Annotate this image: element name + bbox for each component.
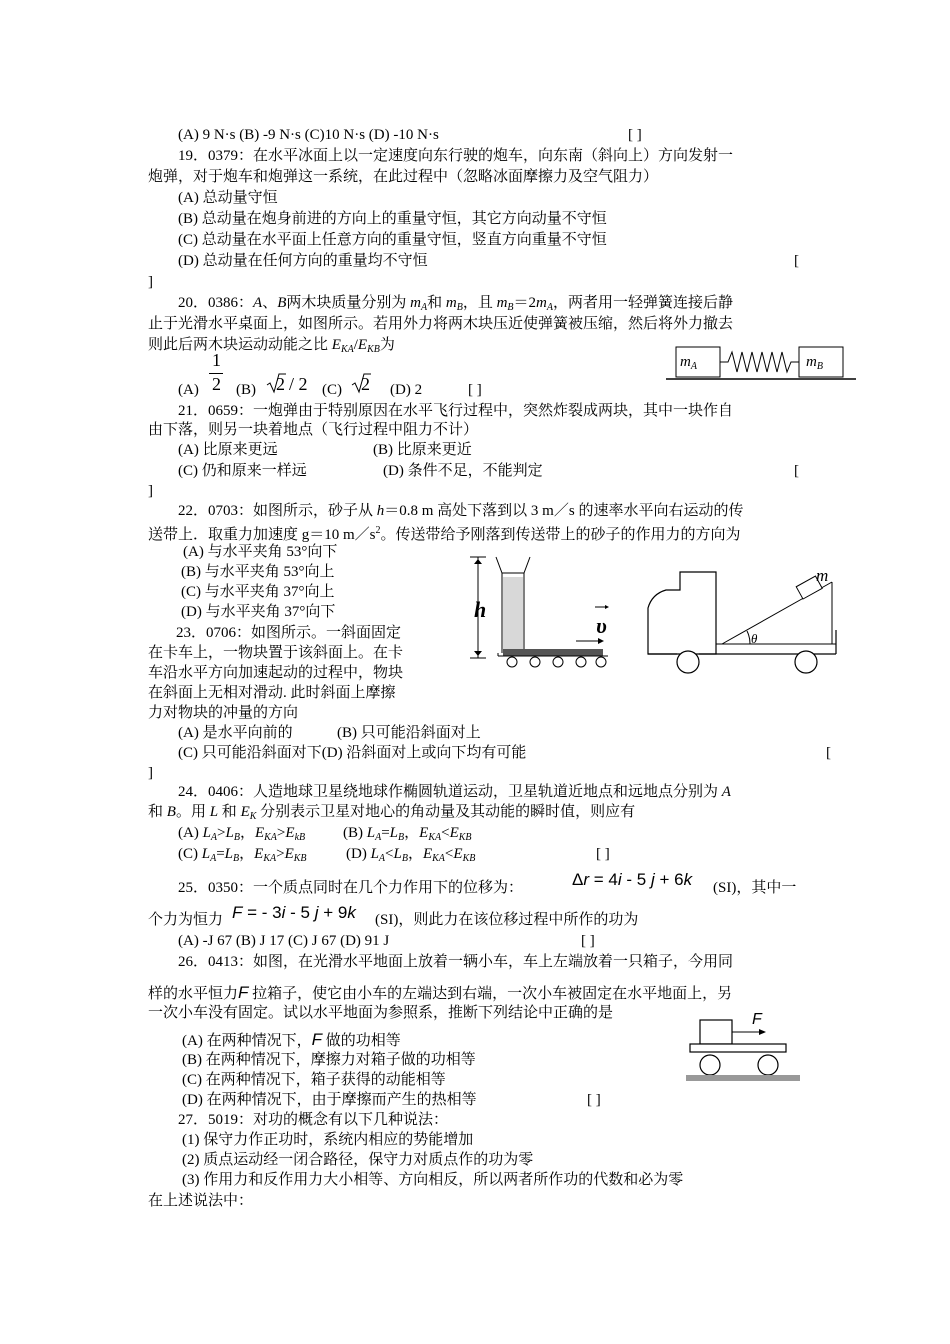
height-label: h (474, 597, 487, 622)
q24-option-b: (B) $L_A=L_B$，$E_{KA}<E_{KB}$ (343, 825, 472, 843)
cart-box-figure (684, 1012, 804, 1094)
q24-stem-2: 和 B。用 L 和 $E_K$ 分别表示卫星对地心的角动量及其动能的瞬时值，则应有 (148, 804, 636, 822)
q21-stem-1: 21．0659：一炮弹由于特别原因在水平飞行过程中，突然炸裂成两块，其中一块作自 (178, 403, 734, 419)
q25-bracket: [ ] (581, 933, 595, 949)
q27-stem: 27．5019：对功的概念有以下几种说法： (178, 1112, 449, 1128)
force-f-label: F (752, 1011, 762, 1028)
q23-stem-1: 23．0706：如图所示。一斜面固定 (176, 625, 402, 641)
q22-stem-1: 22．0703：如图所示，砂子从 h＝0.8 m 高处下落到以 3 m／s 的速率水平向右运动的传 (178, 503, 744, 519)
q21-stem-2: 由下落，则另一块着地点（飞行过程中阻力不计） (148, 422, 479, 438)
q23-bracket-open: [ (826, 745, 831, 761)
q25-stem-1-tail: (SI)，其中一 (713, 880, 797, 896)
q20-stem-2: 止于光滑水平桌面上，如图所示。若用外力将两木块压近使弹簧被压缩，然后将外力撤去 (148, 316, 734, 332)
q27-statement-1: (1) 保守力作正功时，系统内相应的势能增加 (182, 1132, 474, 1148)
q26-stem-1: 26．0413：如图，在光滑水平地面上放着一辆小车，车上左端放着一只箱子，今用同 (178, 954, 734, 970)
q22-option-a: (A) 与水平夹角 53°向下 (183, 544, 338, 560)
q24-option-a: (A) $L_A>L_B$，$E_{KA}>E_{kB}$ (178, 825, 306, 843)
q20-option-d: (D) 2 (390, 382, 423, 398)
q27-statement-3: (3) 作用力和反作用力大小相等、方向相反，所以两者所作功的代数和必为零 (182, 1172, 684, 1188)
q25-choices: (A) -J 67 (B) J 17 (C) J 67 (D) 91 J (178, 933, 390, 949)
q25-stem-2-tail: (SI)，则此力在该位移过程中所作的功为 (375, 912, 639, 928)
q23-bracket-close: ] (148, 765, 153, 781)
q23-stem-3: 车沿水平方向加速起动的过程中，物块 (148, 665, 404, 681)
q18-bracket: [ ] (628, 127, 642, 143)
q26-option-d: (D) 在两种情况下，由于摩擦而产生的热相等 (182, 1092, 477, 1108)
q19-option-d: (D) 总动量在任何方向的重量均不守恒 (178, 253, 428, 269)
velocity-label: υ (596, 613, 607, 638)
q21-bracket-close: ] (148, 483, 153, 499)
q19-stem-2: 炮弹，对于炮车和炮弹这一系统，在此过程中（忽略冰面摩擦力及空气阻力） (148, 169, 659, 185)
block-mass-label: m (816, 566, 829, 585)
q20-option-b-tail: / 2 (289, 374, 308, 394)
q25-displacement-formula: Δr = 4i - 5 j + 6k (572, 870, 693, 889)
q23-stem-2: 在卡车上，一物块置于该斜面上。在卡 (148, 645, 404, 661)
angle-theta-label: θ (751, 631, 758, 646)
q27-statement-2: (2) 质点运动经一闭合路径，保守力对质点作的功为零 (182, 1152, 534, 1168)
q19-option-a: (A) 总动量守恒 (178, 190, 278, 206)
truck-incline-figure (636, 568, 846, 678)
q25-stem-1: 25．0350：一个质点同时在几个力作用下的位移为： (178, 880, 524, 896)
q20-option-c-radicand: 2 (361, 374, 370, 394)
vector-arrows-icon (586, 866, 706, 876)
q22-option-c: (C) 与水平夹角 37°向上 (181, 584, 335, 600)
q20-option-a-label: (A) (178, 382, 199, 398)
q20-option-c-label: (C) (322, 382, 342, 398)
q26-bracket: [ ] (587, 1092, 601, 1108)
q21-option-d: (D) 条件不足，不能判定 (383, 463, 543, 479)
q20-fraction-numerator: 1 (212, 350, 221, 370)
q26-stem-2: 样的水平恒力F 拉箱子，使它由小车的左端达到右端，一次小车被固定在水平地面上，另 (148, 983, 733, 1002)
q20-option-b-radicand: 2 (276, 374, 285, 394)
q20-stem-3: 则此后两木块运动动能之比 $E_{KA}/E_{KB}$为 (148, 337, 395, 355)
q20-bracket: [ ] (468, 382, 482, 398)
q22-option-d: (D) 与水平夹角 37°向下 (181, 604, 336, 620)
q26-stem-3: 一次小车没有固定。试以水平地面为参照系，推断下列结论中正确的是 (148, 1005, 614, 1021)
q26-option-b: (B) 在两种情况下，摩擦力对箱子做的功相等 (182, 1052, 476, 1068)
q19-stem-1: 19．0379：在水平冰面上以一定速度向东行驶的炮车，向东南（斜向上）方向发射一 (178, 148, 734, 164)
q23-stem-4: 在斜面上无相对滑动. 此时斜面上摩擦 (148, 685, 396, 701)
q26-option-a: (A) 在两种情况下，F 做的功相等 (182, 1030, 401, 1049)
q19-bracket-close: ] (148, 274, 153, 290)
q25-force-formula: F = - 3i - 5 j + 9k (232, 903, 356, 922)
q24-option-d: (D) $L_A<L_B$，$E_{KA}<E_{KB}$ (346, 846, 476, 864)
q21-bracket-open: [ (794, 463, 799, 479)
q20-option-b-label: (B) (236, 382, 256, 398)
block-b-label: $m_B$ (806, 354, 823, 372)
q24-bracket: [ ] (596, 846, 610, 862)
q23-option-cd: (C) 只可能沿斜面对下(D) 沿斜面对上或向下均有可能 (178, 745, 527, 761)
q21-option-c: (C) 仍和原来一样远 (178, 463, 307, 479)
q19-option-b: (B) 总动量在炮身前进的方向上的重量守恒，其它方向动量不守恒 (178, 211, 607, 227)
q19-bracket-open: [ (794, 253, 799, 269)
q19-option-c: (C) 总动量在水平面上任意方向的重量守恒，竖直方向重量不守恒 (178, 232, 607, 248)
block-a-label: $m_A$ (680, 354, 697, 372)
q26-option-c: (C) 在两种情况下，箱子获得的动能相等 (182, 1072, 446, 1088)
q24-option-c: (C) $L_A=L_B$，$E_{KA}>E_{KB}$ (178, 846, 307, 864)
q21-option-b: (B) 比原来更近 (373, 442, 472, 458)
q21-option-a: (A) 比原来更远 (178, 442, 278, 458)
q23-option-a: (A) 是水平向前的 (178, 725, 293, 741)
q20-fraction-denominator: 2 (212, 374, 221, 394)
q22-stem-2: 送带上．取重力加速度 g＝10 $m/s^2$。传送带给予刚落到传送带上的砂子的作用力的方向为 (148, 525, 741, 543)
q23-option-b: (B) 只可能沿斜面对上 (337, 725, 481, 741)
q18-choices: (A) 9 N·s (B) -9 N·s (C)10 N·s (D) -10 N·s (178, 127, 439, 143)
q23-stem-5: 力对物块的冲量的方向 (148, 705, 299, 721)
q22-option-b: (B) 与水平夹角 53°向上 (181, 564, 335, 580)
q24-stem-1: 24．0406：人造地球卫星绕地球作椭圆轨道运动，卫星轨道近地点和远地点分别为 A (178, 784, 731, 800)
q20-stem-1: 20．0386：A、B两木块质量分别为 $m_A$和 $m_B$，且 $m_B=2m_A$，两者用一轻弹簧连接后静 (178, 295, 734, 313)
q27-tail: 在上述说法中： (148, 1193, 254, 1209)
q25-stem-2: 个力为恒力 (148, 912, 224, 928)
